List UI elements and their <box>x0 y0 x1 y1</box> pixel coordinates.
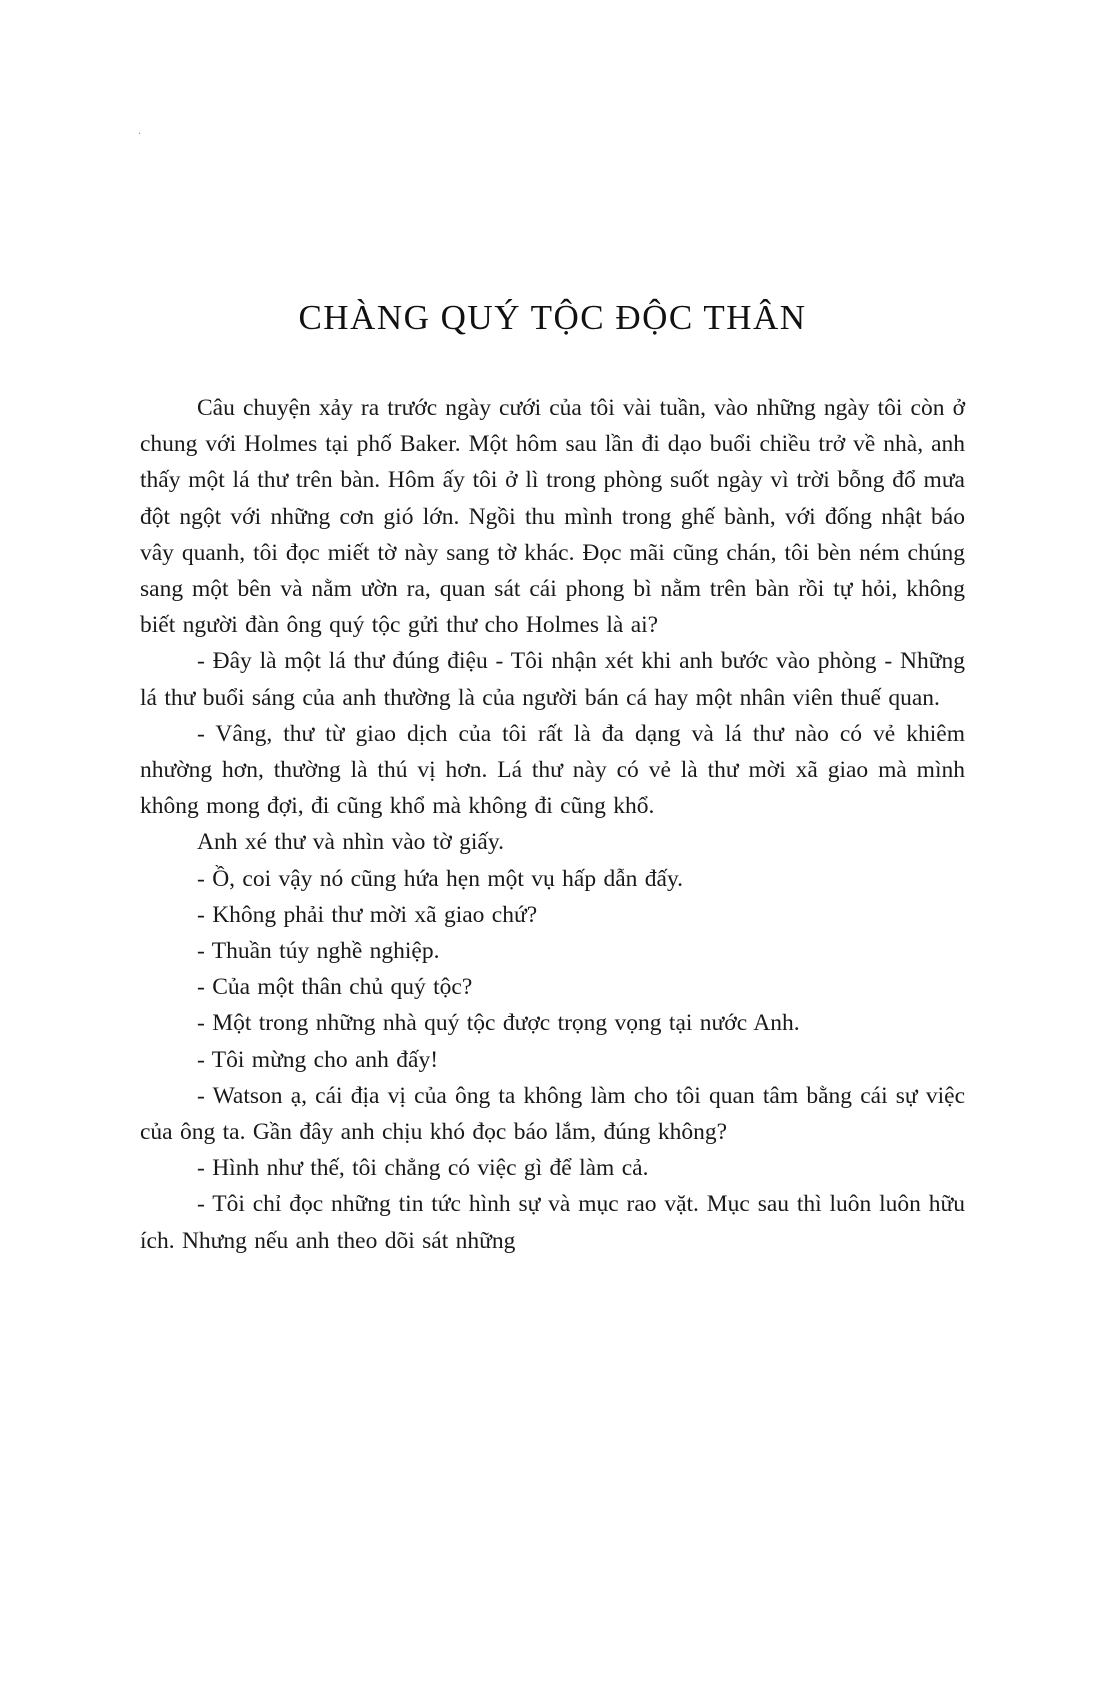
paragraph-dialogue: - Watson ạ, cái địa vị của ông ta không làm cho tôi quan tâm bằng cái sự việc của ông ta. Gần đây anh chịu khó đọc báo lắm, đúng không? <box>140 1082 965 1146</box>
paragraph-narration: Anh xé thư và nhìn vào tờ giấy. <box>197 829 504 856</box>
paragraph-dialogue: - Tôi mừng cho anh đấy! <box>197 1046 439 1073</box>
paragraph-dialogue: - Vâng, thư từ giao dịch của tôi rất là đa dạng và lá thư nào có vẻ khiêm nhường hơn, thường là thú vị hơn. Lá thư này có vẻ là thư mời xã giao mà mình không mong đợi, đi cũng khổ mà không đi cũng khổ. <box>140 720 965 820</box>
paragraph-narration: Câu chuyện xảy ra trước ngày cưới của tôi vài tuần, vào những ngày tôi còn ở chung với Holmes tại phố Baker. Một hôm sau lần đi dạo buổi chiều trở về nhà, anh thấy một lá thư trên bàn. Hôm ấy tôi ở lì trong phòng suốt ngày vì trời bỗng đổ mưa đột ngột với những cơn gió lớn. Ngồi thu mình trong ghế bành, với đống nhật báo vây quanh, tôi đọc miết tờ này sang tờ khác. Đọc mãi cũng chán, tôi bèn ném chúng sang một bên và nằm ườn ra, quan sát cái phong bì nằm trên bàn rồi tự hỏi, không biết người đàn ông quý tộc gửi thư cho Holmes là ai? <box>140 395 965 639</box>
paragraph-dialogue: - Một trong những nhà quý tộc được trọng vọng tại nước Anh. <box>197 1010 800 1037</box>
paragraph-dialogue: - Của một thân chủ quý tộc? <box>197 974 473 1001</box>
paragraph-dialogue: - Không phải thư mời xã giao chứ? <box>197 901 538 928</box>
paragraph-dialogue: - Tôi chỉ đọc những tin tức hình sự và mục rao vặt. Mục sau thì luôn luôn hữu ích. Nhưng nếu anh theo dõi sát những <box>140 1191 965 1254</box>
paragraph-dialogue: - Ồ, coi vậy nó cũng hứa hẹn một vụ hấp dẫn đấy. <box>197 865 684 892</box>
page-corner-mark: . <box>138 123 141 137</box>
paragraph-dialogue: - Thuần túy nghề nghiệp. <box>197 938 440 965</box>
chapter-title: CHÀNG QUÝ TỘC ĐỘC THÂN <box>298 298 807 337</box>
paragraph-dialogue: - Đây là một lá thư đúng điệu - Tôi nhận xét khi anh bước vào phòng - Những lá thư buổi sáng của anh thường là của người bán cá hay một nhân viên thuế quan. <box>140 648 965 711</box>
chapter-body <box>140 390 965 1259</box>
paragraph-dialogue: - Hình như thế, tôi chẳng có việc gì để làm cả. <box>197 1155 649 1182</box>
